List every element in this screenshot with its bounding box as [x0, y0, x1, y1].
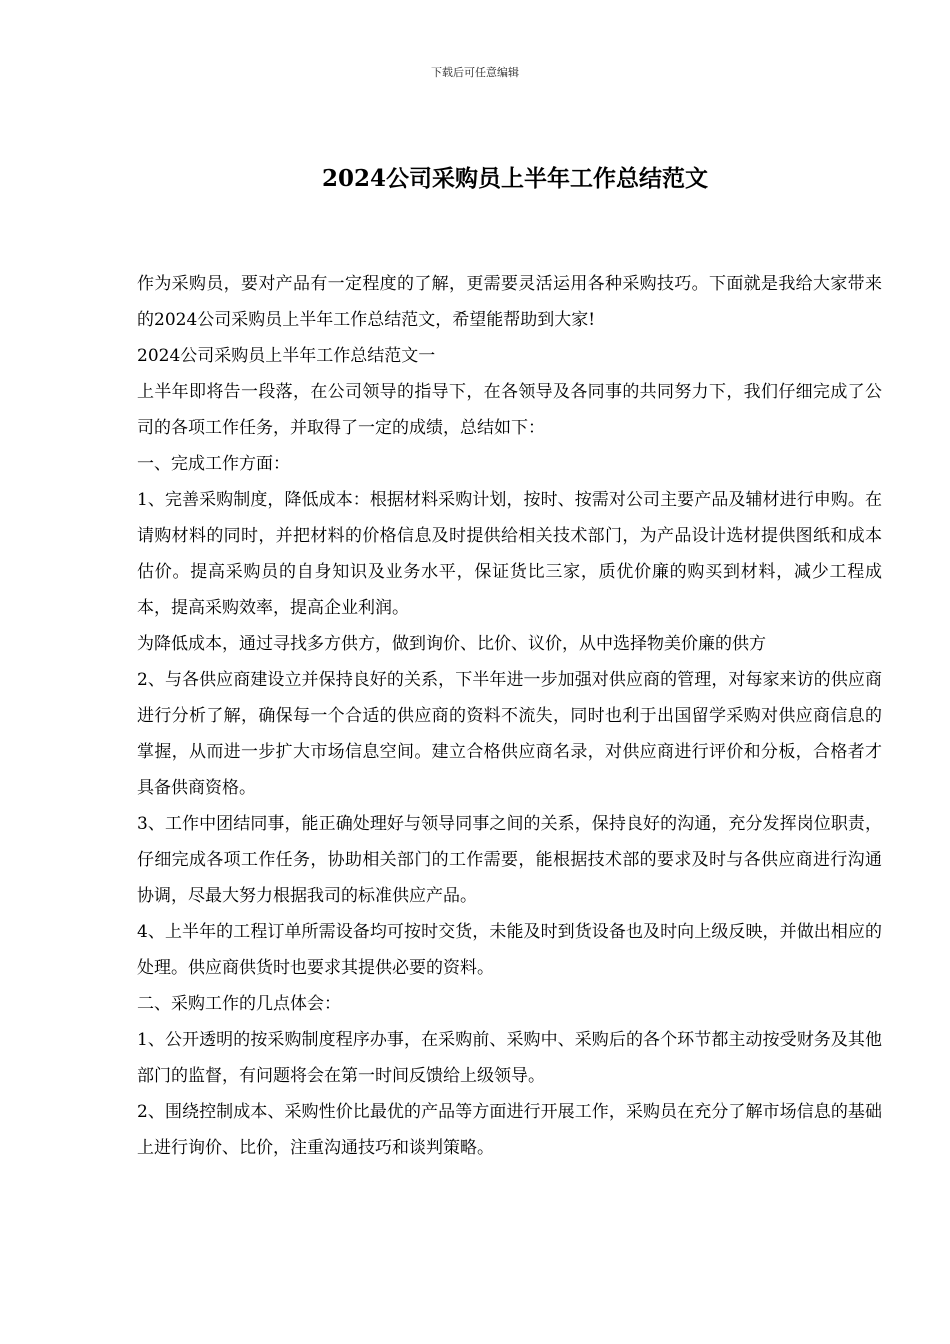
paragraph-insight-2: 2、围绕控制成本、采购性价比最优的产品等方面进行开展工作，采购员在充分了解市场信息的基础上进行询价、比价，注重沟通技巧和谈判策略。 [137, 1102, 882, 1158]
section-heading-2: 二、采购工作的几点体会： [137, 994, 341, 1014]
section-heading-1: 一、完成工作方面： [137, 454, 290, 474]
document-title: 2024公司采购员上半年工作总结范文 [321, 165, 708, 192]
paragraph-item-3: 3、工作中团结同事，能正确处理好与领导同事之间的关系，保持良好的沟通，充分发挥岗位职责，仔细完成各项工作任务，协助相关部门的工作需要，能根据技术部的要求及时与各供应商进行沟通协调，尽最大努力根据我司的标准供应产品。 [137, 814, 882, 906]
paragraph-item-2: 2、与各供应商建设立并保持良好的关系，下半年进一步加强对供应商的管理，对每家来访的供应商进行分析了解，确保每一个合适的供应商的资料不流失，同时也利于出国留学采购对供应商信息的掌握，从而进一步扩大市场信息空间。建立合格供应商名录，对供应商进行评价和分板，合格者才具备供商资格。 [137, 670, 882, 798]
paragraph-item-1: 1、完善采购制度，降低成本：根据材料采购计划，按时、按需对公司主要产品及辅材进行申购。在请购材料的同时，并把材料的价格信息及时提供给相关技术部门，为产品设计选材提供图纸和成本估价。提高采购员的自身知识及业务水平，保证货比三家，质优价廉的购买到材料，减少工程成本，提高采购效率，提高企业利润。 [137, 490, 882, 618]
header-note: 下载后可任意编辑 [431, 66, 519, 79]
paragraph-cost-reduction: 为降低成本，通过寻找多方供方，做到询价、比价、议价，从中选择物美价廉的供方 [137, 634, 766, 654]
paragraph-intro: 作为采购员，要对产品有一定程度的了解，更需要灵活运用各种采购技巧。下面就是我给大家带来的2024公司采购员上半年工作总结范文，希望能帮助到大家! [137, 274, 882, 330]
paragraph-opening: 上半年即将告一段落，在公司领导的指导下，在各领导及各同事的共同努力下，我们仔细完成了公司的各项工作任务，并取得了一定的成绩，总结如下： [137, 382, 882, 438]
paragraph-insight-1: 1、公开透明的按采购制度程序办事，在采购前、采购中、采购后的各个环节都主动按受财务及其他部门的监督，有问题将会在第一时间反馈给上级领导。 [137, 1030, 882, 1086]
document-body [137, 266, 882, 1166]
paragraph-item-4: 4、上半年的工程订单所需设备均可按时交货，未能及时到货设备也及时向上级反映，并做出相应的处理。供应商供货时也要求其提供必要的资料。 [137, 922, 882, 978]
paragraph-subtitle: 2024公司采购员上半年工作总结范文一 [137, 346, 436, 366]
